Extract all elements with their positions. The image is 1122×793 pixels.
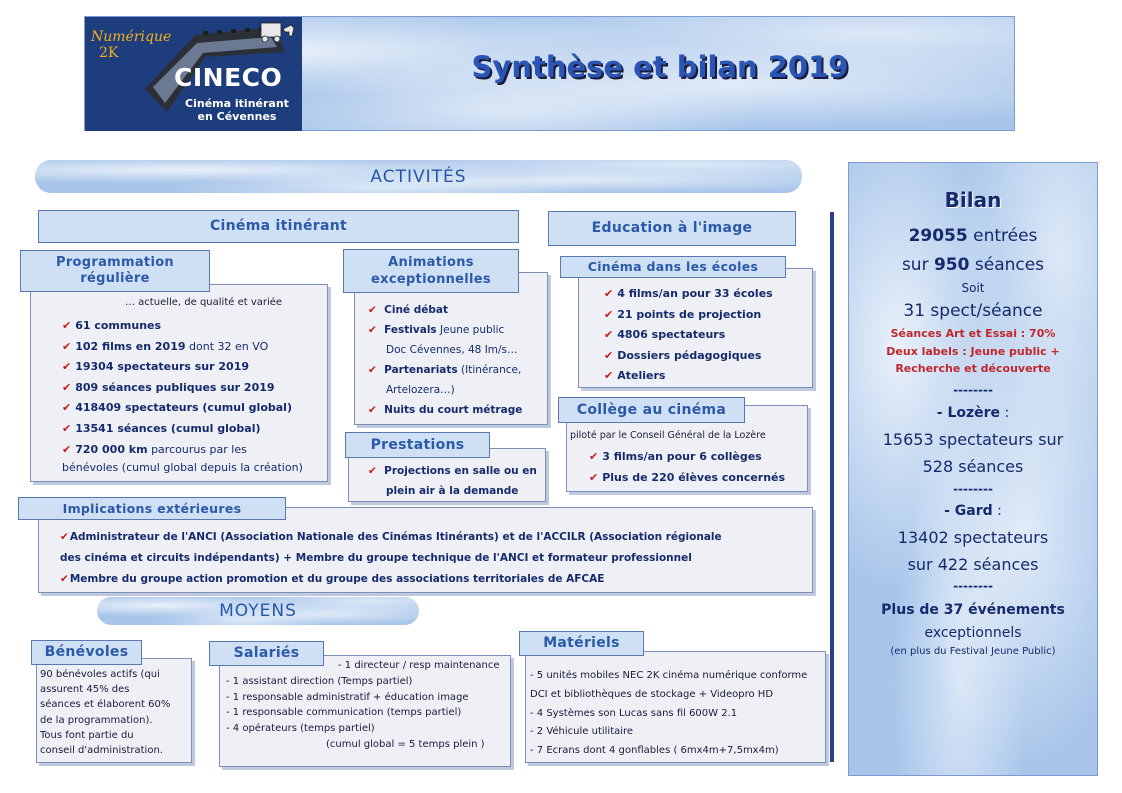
text-line: de la programmation). (40, 714, 153, 726)
bilan-events-1: Plus de 37 événements (881, 602, 1065, 618)
vertical-divider (830, 212, 834, 762)
ecoles-title: Cinéma dans les écoles (560, 256, 786, 278)
bilan-separator: -------- (953, 383, 993, 397)
text-line: DCI et bibliothèques de stockage + Videopro HD (530, 688, 774, 700)
college-list (589, 446, 785, 488)
ecoles-list (604, 284, 773, 387)
check-icon: ✔ (604, 328, 614, 341)
list-item: ✔ Plus de 220 élèves concernés (589, 471, 786, 484)
college-intro: piloté par le Conseil Général de la Lozère (570, 430, 766, 441)
check-icon: ✔ (60, 531, 69, 543)
list-item: ✔ 21 points de projection (604, 307, 762, 321)
list-item: ✔ Projections en salle ou en (368, 465, 537, 477)
check-icon: ✔ (368, 404, 377, 416)
bilan-labels-2: Recherche et découverte (895, 362, 1051, 375)
list-item: ✔ Dossiers pédagogiques (604, 348, 762, 362)
prestations-text (368, 461, 537, 501)
list-item: ✔ 3 films/an pour 6 collèges (589, 450, 762, 463)
text-line: - 4 Systèmes son Lucas sans fil 600W 2.1 (530, 707, 738, 719)
text-line: (cumul global = 5 temps plein ) (326, 738, 485, 750)
check-icon: ✔ (60, 573, 69, 585)
activites-title: ACTIVITÉS (370, 167, 467, 187)
benevoles-title: Bénévoles (31, 640, 142, 665)
check-icon: ✔ (62, 401, 72, 415)
education-header: Education à l'image (548, 211, 796, 246)
implications-text (60, 527, 722, 590)
bilan-seances: sur 950 séances (901, 255, 1045, 275)
text-line: Tous font partie du (40, 729, 134, 741)
bilan-entrees: 29055 entrées (908, 226, 1038, 246)
moyens-title: MOYENS (219, 601, 297, 621)
bilan-ratio: 31 spect/séance (903, 301, 1043, 321)
bilan-lozere: - Lozère : (936, 405, 1010, 421)
bilan-gard-2: sur 422 séances (907, 555, 1039, 574)
list-item: ✔ 19304 spectateurs sur 2019 (62, 360, 250, 374)
list-item: ✔ Ciné débat (368, 304, 448, 316)
prestations-title: Prestations (345, 432, 490, 458)
programmation-title-2: régulière (80, 271, 150, 286)
bilan-labels-1: Deux labels : Jeune public + (886, 345, 1060, 358)
page-title: Synthèse et bilan 2019 (471, 50, 849, 84)
list-item: ✔ 61 communes (62, 319, 162, 332)
check-icon: ✔ (62, 339, 72, 353)
text-line: - 1 directeur / resp maintenance (338, 660, 500, 671)
list-item: ✔ Ateliers (604, 369, 666, 382)
bilan-gard: - Gard : (944, 503, 1002, 519)
list-item: ✔ Partenariats (Itinérance, (368, 364, 522, 376)
bilan-lozere-2: 528 séances (922, 457, 1024, 476)
check-icon: ✔ (368, 324, 377, 336)
list-item: ✔ 102 films en 2019 dont 32 en VO (62, 339, 269, 353)
animations-title-2: exceptionnelles (371, 272, 491, 287)
bilan-content (848, 162, 1098, 657)
logo-subtitle-1: Cinéma itinérant (185, 97, 289, 110)
check-icon: ✔ (589, 471, 599, 484)
cinema-itinerant-header: Cinéma itinérant (38, 210, 519, 243)
check-icon: ✔ (62, 421, 72, 435)
check-icon: ✔ (604, 369, 614, 382)
bilan-lozere-1: 15653 spectateurs sur (882, 430, 1064, 449)
programmation-intro: … actuelle, de qualité et variée (125, 297, 283, 308)
implications-title: Implications extérieures (18, 497, 286, 520)
materiels-title: Matériels (519, 631, 644, 656)
check-icon: ✔ (62, 319, 72, 332)
list-item: ✔ 720 000 km parcourus par les (62, 442, 247, 456)
list-item: ✔ 4806 spectateurs (604, 328, 726, 341)
check-icon: ✔ (368, 465, 377, 477)
logo-numerique: Numérique (91, 29, 172, 45)
list-item: ✔ Festivals Jeune public (368, 324, 505, 336)
bilan-art-essai: Séances Art et Essai : 70% (890, 327, 1056, 340)
bilan-separator: -------- (953, 482, 993, 496)
text-line: - 1 responsable communication (temps partiel) (226, 707, 462, 719)
bilan-gard-1: 13402 spectateurs (897, 528, 1049, 547)
list-item: Artelozera…) (386, 384, 455, 396)
check-icon: ✔ (604, 287, 614, 300)
bilan-separator: -------- (953, 579, 993, 593)
list-item: ✔ 809 séances publiques sur 2019 (62, 380, 275, 394)
salaries-text (226, 658, 500, 753)
logo-name: CINECO (174, 63, 283, 92)
animations-tab (343, 249, 519, 293)
programmation-last-line: bénévoles (cumul global depuis la création) (62, 461, 303, 474)
text-line: assurent 45% des (40, 684, 130, 696)
text-line: - 4 opérateurs (temps partiel) (226, 723, 375, 735)
bilan-events-2: exceptionnels (924, 625, 1022, 641)
check-icon: ✔ (62, 442, 72, 456)
check-icon: ✔ (368, 364, 377, 376)
list-item: ✔Membre du groupe action promotion et du groupe des associations territoriales de AFCAE (60, 573, 605, 585)
list-item: ✔ Nuits du court métrage (368, 404, 523, 416)
list-item: ✔ 418409 spectateurs (cumul global) (62, 401, 292, 415)
list-item: ✔ 13541 séances (cumul global) (62, 421, 261, 435)
benevoles-text (40, 667, 180, 758)
list-item: des cinéma et circuits indépendants) + Membre du groupe technique de l'ANCI et formateur professionnel (60, 552, 692, 564)
text-line: - 1 responsable administratif + éducation image (226, 691, 469, 703)
check-icon: ✔ (604, 307, 614, 321)
bilan-events-3: (en plus du Festival Jeune Public) (890, 646, 1056, 657)
check-icon: ✔ (62, 380, 72, 394)
check-icon: ✔ (368, 304, 377, 316)
list-item: Doc Cévennes, 48 Im/s… (386, 344, 518, 356)
text-line: - 2 Véhicule utilitaire (530, 726, 634, 738)
bilan-soit: Soit (961, 281, 985, 295)
check-icon: ✔ (589, 450, 599, 463)
text-line: - 1 assistant direction (Temps partiel) (226, 675, 413, 687)
animations-list (368, 300, 522, 420)
programmation-tab (20, 250, 210, 292)
programmation-list (62, 316, 292, 460)
animations-title-1: Animations (388, 255, 474, 270)
materiels-text (530, 667, 807, 761)
logo-2k: 2K (99, 45, 119, 61)
text-line: séances et élaborent 60% (40, 699, 171, 711)
check-icon: ✔ (604, 348, 614, 362)
text-line: - 5 unités mobiles NEC 2K cinéma numérique conforme (530, 670, 808, 681)
list-item: ✔Administrateur de l'ANCI (Association Nationale des Cinémas Itinérants) et de l'ACCILR (Association régionale (60, 531, 722, 543)
list-item: ✔ 4 films/an pour 33 écoles (604, 287, 773, 300)
logo (85, 17, 302, 131)
college-title: Collège au cinéma (558, 397, 745, 423)
text-line: 90 bénévoles actifs (qui (40, 669, 160, 680)
list-item: plein air à la demande (386, 485, 519, 497)
text-line: conseil d'administration. (40, 745, 163, 757)
logo-subtitle-2: en Cévennes (197, 110, 277, 123)
programmation-title-1: Programmation (56, 255, 174, 270)
bilan-title: Bilan (944, 188, 1002, 212)
check-icon: ✔ (62, 360, 72, 374)
text-line: - 7 Ecrans dont 4 gonflables ( 6mx4m+7,5mx4m) (530, 745, 779, 757)
salaries-title: Salariés (209, 641, 324, 666)
